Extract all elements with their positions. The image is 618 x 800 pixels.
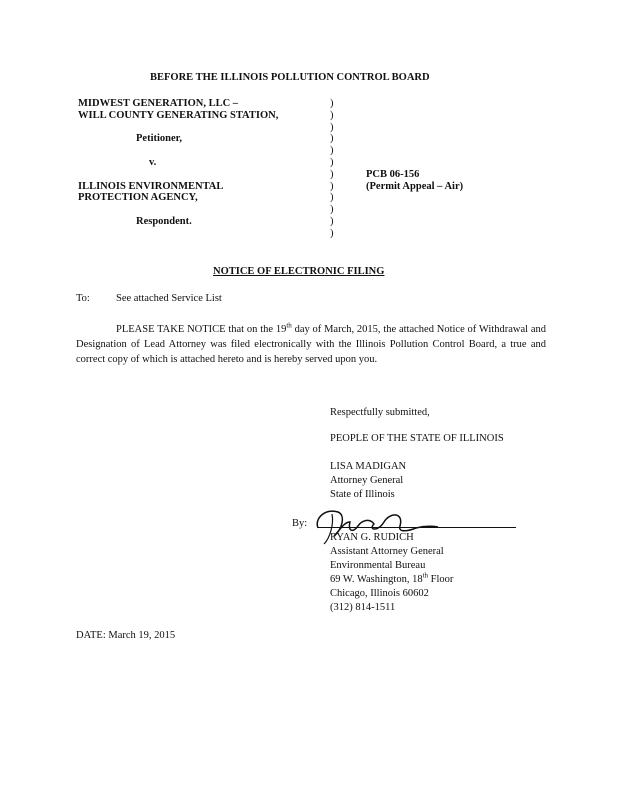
party-name: PEOPLE OF THE STATE OF ILLINOIS	[330, 433, 504, 444]
closing: Respectfully submitted,	[330, 407, 430, 418]
paren: )	[330, 133, 334, 145]
paren: )	[330, 168, 334, 180]
to-label: To:	[76, 293, 90, 304]
notice-body-part2: day of March, 2015, the attached Notice of Withdrawal and Designation of Lead Attorney was filed electronically with the Illinois Pollution Control Board, a true and correct copy of which is attached hereto and is hereby served upon you.	[76, 324, 546, 365]
ag-name: LISA MADIGAN	[330, 461, 407, 472]
ag-title: Attorney General	[330, 475, 404, 486]
petitioner-name-line1: MIDWEST GENERATION, LLC –	[78, 98, 239, 109]
address-line2: Chicago, Illinois 60602	[330, 588, 429, 599]
paren: )	[330, 156, 334, 168]
paren: )	[330, 227, 334, 239]
notice-body-part1: PLEASE TAKE NOTICE that on the 19	[116, 324, 287, 335]
address-line1	[330, 571, 454, 585]
case-number: PCB 06-156	[366, 169, 420, 180]
signer-title: Assistant Attorney General	[330, 546, 444, 557]
petitioner-role: Petitioner,	[136, 133, 182, 145]
respondent-name-line2: PROTECTION AGENCY,	[78, 192, 198, 204]
by-label: By:	[292, 518, 308, 529]
address-line1-b: Floor	[428, 574, 454, 585]
paren: )	[330, 204, 334, 216]
date-line: DATE: March 19, 2015	[76, 630, 176, 641]
address-line1-sup: th	[422, 571, 429, 580]
paren: )	[330, 145, 334, 157]
caption-parentheses	[330, 98, 334, 240]
case-info	[366, 169, 463, 193]
notice-title: NOTICE OF ELECTRONIC FILING	[213, 266, 385, 277]
versus-label: v.	[149, 156, 157, 168]
paren: )	[330, 121, 334, 133]
notice-body	[76, 322, 546, 367]
petitioner-name-line2: WILL COUNTY GENERATING STATION,	[78, 109, 279, 121]
signer-name: RYAN G. RUDICH	[330, 532, 414, 543]
ag-state: State of Illinois	[330, 489, 395, 500]
phone: (312) 814-1511	[330, 602, 396, 613]
paren: )	[330, 98, 334, 109]
notice-body-sup: th	[286, 321, 292, 330]
case-type: (Permit Appeal – Air)	[366, 180, 464, 192]
paren: )	[330, 180, 334, 192]
to-value: See attached Service List	[116, 293, 222, 304]
paren: )	[330, 109, 334, 121]
bureau: Environmental Bureau	[330, 560, 426, 571]
address-line1-a: 69 W. Washington, 18	[330, 574, 423, 585]
respondent-name-line1: ILLINOIS ENVIRONMENTAL	[78, 180, 224, 192]
case-caption-parties	[78, 98, 278, 228]
paren: )	[330, 192, 334, 204]
board-title: BEFORE THE ILLINOIS POLLUTION CONTROL BOARD	[150, 72, 430, 83]
respondent-role: Respondent.	[136, 215, 192, 227]
paren: )	[330, 215, 334, 227]
